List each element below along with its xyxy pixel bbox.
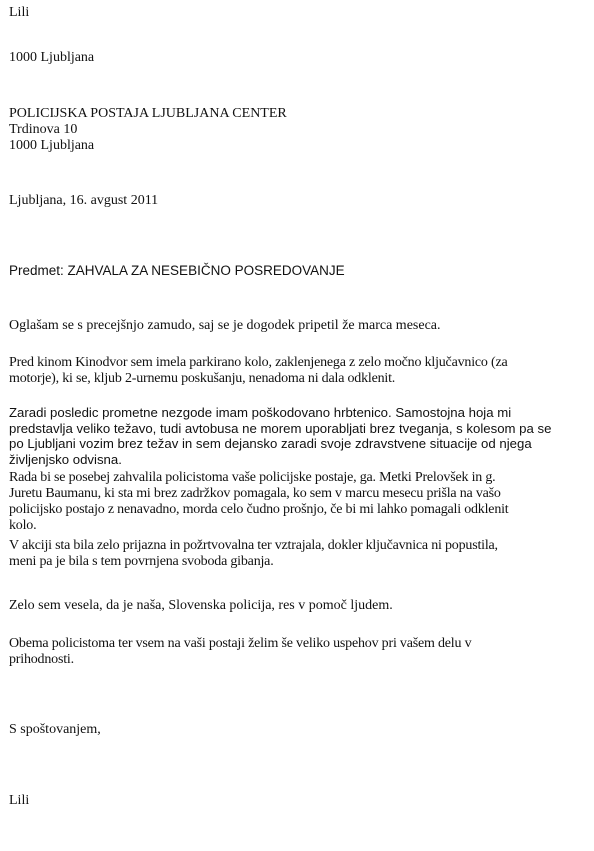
body-line: po Ljubljani vozim brez težav in sem dejansko zaradi svoje zdravstvene situacije od njega: [9, 436, 532, 451]
sender-city: 1000 Ljubljana: [9, 50, 95, 65]
letter-closing: S spoštovanjem,: [9, 722, 101, 737]
body-line: Oglašam se s precejšnjo zamudo, saj se je dogodek pripetil že marca meseca.: [9, 318, 441, 333]
body-line: predstavlja veliko težavo, tudi avtobusa ne morem uporabljati brez tveganja, s kolesom pa se: [9, 420, 552, 436]
body-paragraph-2: [9, 355, 589, 387]
body-paragraph-7: [9, 636, 589, 668]
signature-name: Lili: [9, 793, 30, 808]
body-paragraph-3: [9, 405, 589, 467]
body-line: Pred kinom Kinodvor sem imela parkirano kolo, zaklenjenega z zelo močno ključavnico (za: [9, 355, 508, 370]
body-line: Zelo sem vesela, da je naša, Slovenska policija, res v pomoč ljudem.: [9, 598, 393, 613]
body-line: Rada bi se posebej zahvalila policistoma vaše policijske postaje, ga. Metki Prelovšek in g.: [9, 470, 496, 485]
recipient-line: Trdinova 10: [9, 122, 78, 137]
sender-name: Lili: [9, 5, 30, 20]
letter-subject: Predmet: ZAHVALA ZA NESEBIČNO POSREDOVANJE: [9, 263, 345, 278]
body-line: življenjsko odvisna.: [9, 451, 122, 467]
body-line: kolo.: [9, 518, 37, 533]
body-paragraph-5: [9, 538, 589, 570]
body-line: prihodnosti.: [9, 652, 74, 667]
letter-date: Ljubljana, 16. avgust 2011: [9, 193, 159, 208]
recipient-line: POLICIJSKA POSTAJA LJUBLJANA CENTER: [9, 106, 287, 121]
body-line: Zaradi posledic prometne nezgode imam poškodovano hrbtenico. Samostojna hoja mi: [9, 405, 512, 420]
body-line: Juretu Baumanu, ki sta mi brez zadržkov pomagala, ko sem v marcu mesecu prišla na vašo: [9, 486, 501, 501]
recipient-address: [9, 106, 589, 154]
body-line: meni pa je bila s tem povrnjena svoboda gibanja.: [9, 554, 274, 569]
body-line: V akciji sta bila zelo prijazna in požrtvovalna ter vztrajala, dokler ključavnica ni popustila,: [9, 538, 498, 553]
body-line: Obema policistoma ter vsem na vaši postaji želim še veliko uspehov pri vašem delu v: [9, 636, 472, 651]
body-paragraph-4: [9, 470, 589, 534]
body-line: motorje), ki se, kljub 2-urnemu poskušanju, nenadoma ni dala odklenit.: [9, 371, 396, 386]
body-paragraph-6: [9, 598, 589, 614]
recipient-line: 1000 Ljubljana: [9, 138, 95, 153]
body-line: policijsko postajo z nenavadno, morda celo čudno prošnjo, če bi mi lahko pomagali odklenit: [9, 502, 509, 517]
body-paragraph-1: [9, 318, 589, 334]
